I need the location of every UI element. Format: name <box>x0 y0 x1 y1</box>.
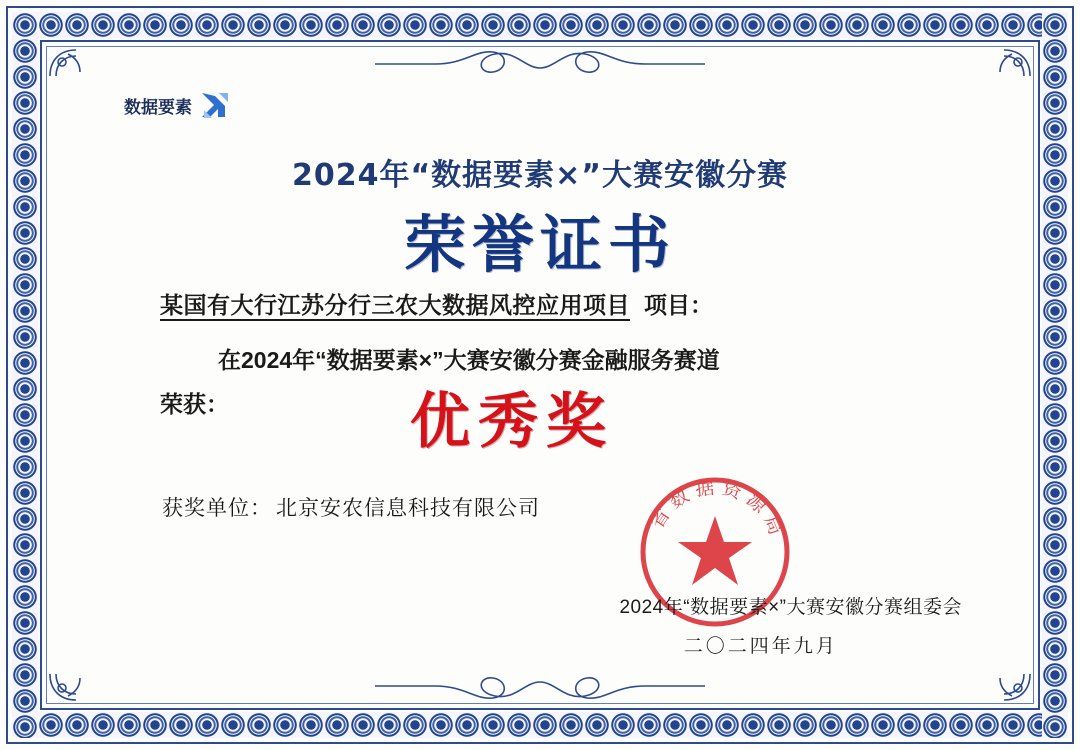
track-row: 在2024年“数据要素×”大赛安徽分赛金融服务赛道 <box>218 347 720 373</box>
issue-date: 二〇二四年九月 <box>683 636 838 657</box>
brand-label: 数据要素 <box>124 97 192 118</box>
corner-ornament-icon <box>974 644 1034 704</box>
x-logo-icon <box>198 88 232 122</box>
award-name: 优秀奖 <box>410 387 614 457</box>
project-label: 项目： <box>644 292 713 318</box>
project-name: 某国有大行江苏分行三农大数据风控应用项目 <box>160 292 630 318</box>
page-title: 荣誉证书 <box>403 208 676 281</box>
project-row <box>110 288 970 322</box>
corner-ornament-icon <box>46 644 106 704</box>
brand-logo <box>124 88 232 122</box>
border-pattern-right <box>1042 12 1068 738</box>
border-pattern-bottom <box>12 712 1068 738</box>
svg-text:省数据资源局: 省数据资源局 <box>645 476 790 544</box>
signature-block <box>619 592 962 658</box>
issuer-name: 2024年“数据要素×”大赛安徽分赛组委会 <box>619 597 962 618</box>
certificate-body <box>110 288 970 522</box>
unit-row <box>110 492 970 522</box>
corner-ornament-icon <box>46 46 106 106</box>
unit-name: 北京安农信息科技有限公司 <box>276 497 540 520</box>
event-title: 2024年“数据要素×”大赛安徽分赛 <box>291 158 789 193</box>
corner-ornament-icon <box>974 46 1034 106</box>
border-pattern-top <box>12 12 1068 38</box>
result-label: 荣获： <box>160 391 229 417</box>
award-row <box>110 386 970 466</box>
border-pattern-left <box>12 12 38 738</box>
certificate-content <box>110 70 970 680</box>
unit-label: 获奖单位： <box>162 497 272 520</box>
